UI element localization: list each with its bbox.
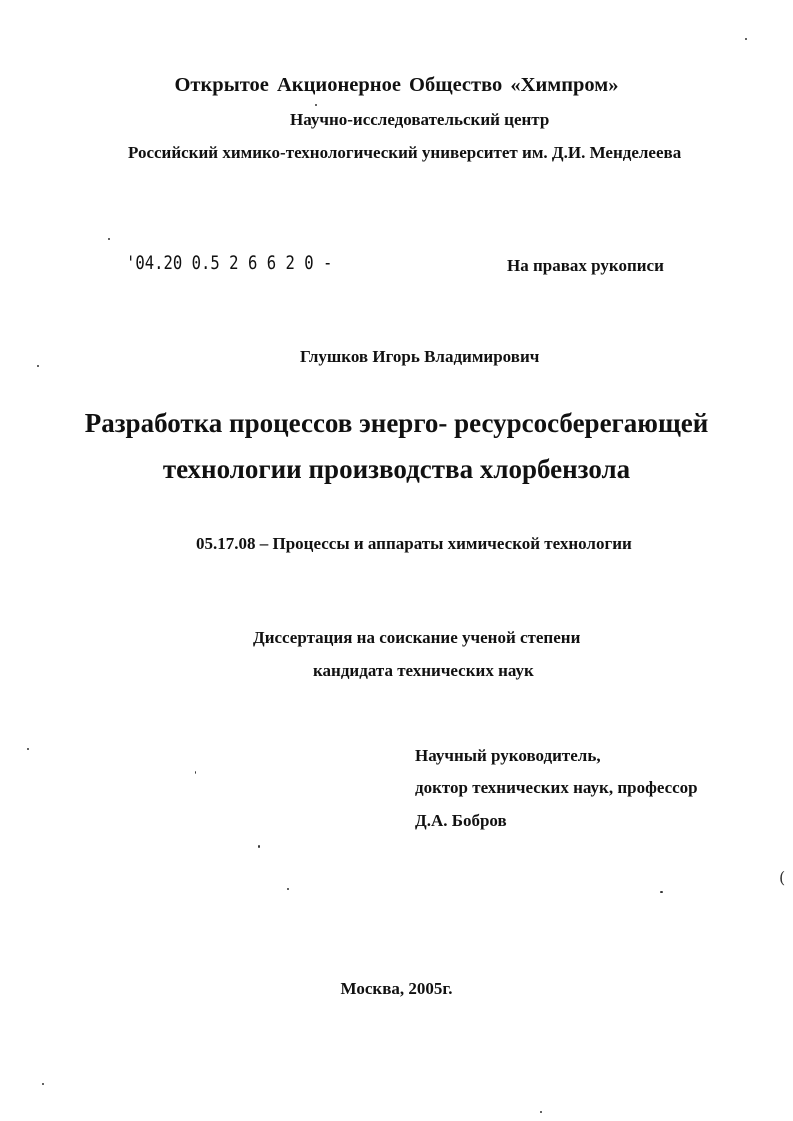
scan-speck <box>37 365 39 367</box>
degree-line-2: кандидата технических наук <box>313 661 534 680</box>
scan-speck <box>42 1083 44 1085</box>
scan-speck <box>745 38 747 40</box>
supervisor-title: доктор технических наук, профессор <box>415 778 698 797</box>
scan-speck <box>108 238 110 240</box>
scan-speck <box>27 748 29 750</box>
author-name: Глушков Игорь Владимирович <box>300 347 540 366</box>
specialty-code: 05.17.08 – Процессы и аппараты химической технологии <box>196 534 632 553</box>
scan-speck <box>660 891 663 893</box>
scan-bracket-mark: ( <box>779 868 786 887</box>
university-name: Российский химико-технологический университет им. Д.И. Менделеева <box>128 143 682 162</box>
registration-number: '04.20 0.5 2 6 6 2 0 - <box>126 252 333 274</box>
supervisor-role: Научный руководитель, <box>415 746 601 765</box>
scan-speck <box>258 845 260 848</box>
rights-note: На правах рукописи <box>507 256 664 275</box>
city-year: Москва, 2005г. <box>340 979 453 998</box>
research-center-name: Научно-исследовательский центр <box>290 110 550 129</box>
degree-line-1: Диссертация на соискание ученой степени <box>253 628 581 647</box>
supervisor-name: Д.А. Бобров <box>415 811 507 830</box>
scan-speck <box>287 888 289 890</box>
scan-speck <box>315 104 317 106</box>
scan-speck <box>540 1111 542 1113</box>
thesis-title-line-2: технологии производства хлорбензола <box>162 454 631 484</box>
thesis-title-line-1: Разработка процессов энерго- ресурсосберегающей <box>84 408 709 438</box>
scan-speck <box>195 771 196 774</box>
organization-name: Открытое Акционерное Общество «Химпром» <box>174 74 619 96</box>
